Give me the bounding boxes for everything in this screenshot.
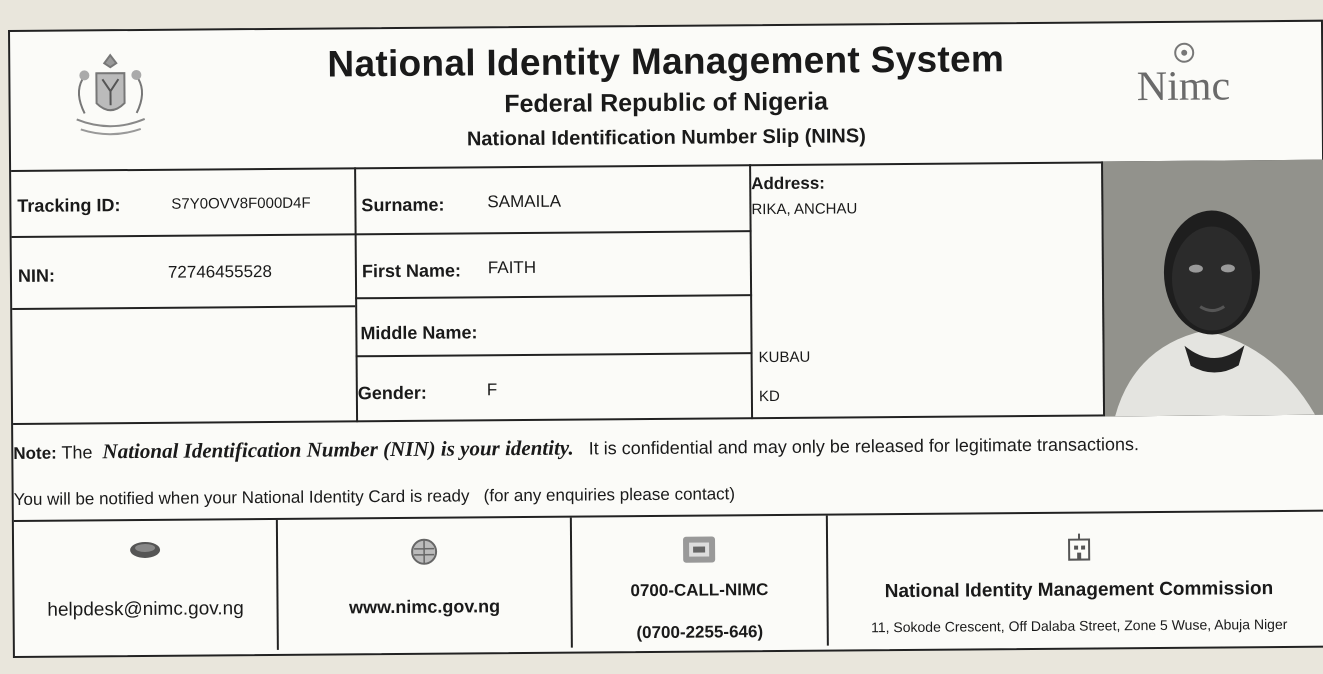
nin-value: 72746455528	[167, 261, 272, 282]
card-ready-notice: You will be notified when your National Identity Card is ready	[13, 486, 470, 509]
globe-icon	[408, 537, 440, 567]
nin-slip	[8, 20, 1323, 658]
commission-name: National Identity Management Commission	[884, 578, 1274, 603]
grid-divider	[355, 294, 752, 299]
surname-label: Surname:	[361, 194, 445, 216]
address-label: Address:	[751, 173, 825, 194]
slip-header	[10, 22, 1322, 172]
enquiries-notice: (for any enquiries please contact)	[483, 484, 736, 506]
portrait-image	[1103, 160, 1323, 417]
phone-number-primary[interactable]: 0700-CALL-NIMC	[630, 580, 769, 601]
first-name-label: First Name:	[361, 260, 462, 282]
website-cell	[278, 518, 571, 650]
note-prefix: Note:	[13, 443, 57, 463]
website-link[interactable]: www.nimc.gov.ng	[348, 596, 501, 618]
slip-title: National Identification Number Slip (NINS)	[466, 125, 866, 151]
note-line	[13, 430, 1323, 465]
phone-cell	[572, 516, 827, 648]
middle-name-label: Middle Name:	[360, 322, 478, 344]
nimc-logo	[1128, 40, 1239, 121]
address-line3: KD	[758, 387, 780, 406]
grid-divider	[12, 230, 752, 238]
nimc-logo-text: Nimc	[1136, 63, 1231, 111]
note-rest: It is confidential and may only be released for legitimate transactions.	[588, 434, 1140, 459]
note-emphasis: National Identification Number (NIN) is your identity.	[102, 435, 574, 464]
address-line1: RIKA, ANCHAU	[751, 200, 858, 219]
first-name-value: FAITH	[487, 257, 537, 278]
email-icon	[128, 539, 162, 559]
office-cell	[828, 512, 1323, 646]
nin-label: NIN:	[17, 265, 56, 286]
address-line2: KUBAU	[758, 348, 811, 367]
email-cell	[14, 520, 277, 652]
notice-line	[14, 480, 1323, 510]
commission-address: 11, Sokode Crescent, Off Dalaba Street, Zone 5 Wuse, Abuja Niger	[870, 615, 1288, 636]
phone-icon	[681, 534, 717, 564]
page-title: National Identity Management System	[327, 38, 1005, 85]
country-subtitle: Federal Republic of Nigeria	[504, 87, 829, 119]
office-building-icon	[1065, 532, 1091, 562]
helpdesk-email[interactable]: helpdesk@nimc.gov.ng	[47, 598, 244, 621]
grid-divider	[12, 305, 355, 310]
contact-footer	[14, 510, 1323, 662]
gender-label: Gender:	[357, 382, 427, 404]
nimc-emblem-icon	[1172, 41, 1196, 65]
gender-value: F	[486, 380, 498, 400]
phone-number-numeric[interactable]: (0700-2255-646)	[636, 622, 764, 643]
grid-divider	[356, 352, 753, 357]
surname-value: SAMAILA	[487, 191, 562, 212]
tracking-id-value: S7Y0OVV8F000D4F	[171, 194, 311, 213]
note-the: The	[61, 442, 93, 463]
tracking-id-label: Tracking ID:	[17, 195, 121, 216]
holder-photo	[1101, 160, 1323, 417]
